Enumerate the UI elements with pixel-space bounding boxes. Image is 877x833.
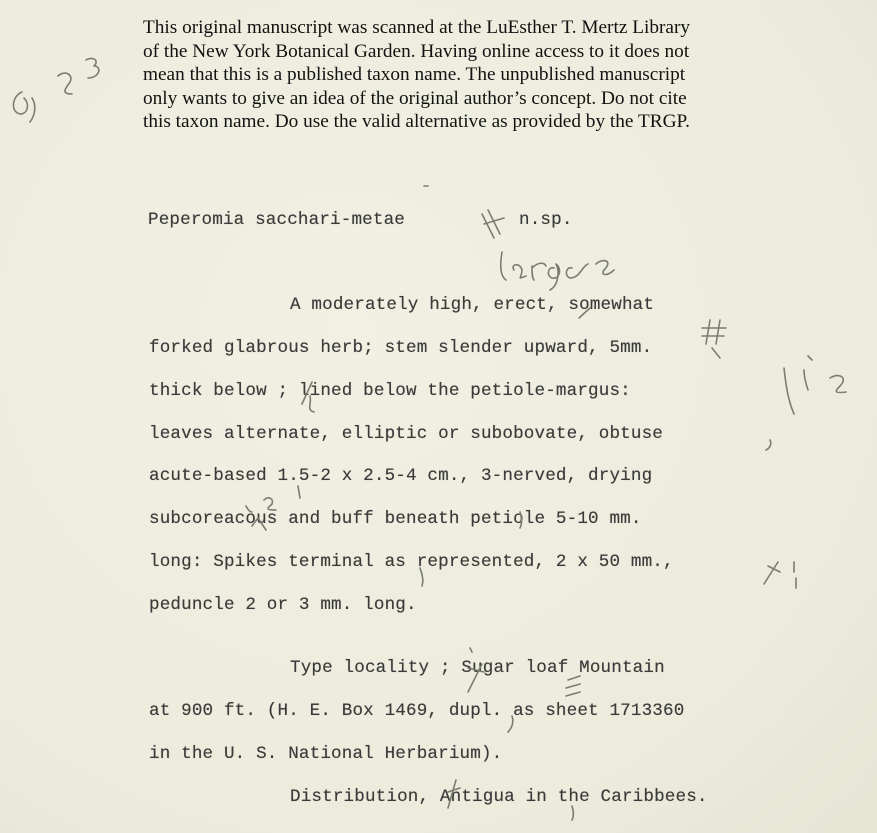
notice-line: only wants to give an idea of the original author’s concept. Do not cite (143, 87, 687, 109)
library-notice (143, 16, 783, 134)
stacked-marks (566, 676, 580, 696)
hash-mark (702, 320, 726, 358)
page-number-handwritten (13, 58, 98, 122)
description-line: subcoreacous and buff beneath petiole 5-10 mm. (149, 509, 642, 529)
notice-line: of the New York Botanical Garden. Having online access to it does not (143, 40, 690, 62)
deletion-mark (482, 210, 504, 238)
description-line: forked glabrous herb; stem slender upward, 5mm. (149, 338, 653, 358)
margin-note-lc2 (784, 356, 846, 414)
type-locality-line: at 900 ft. (H. E. Box 1469, dupl. as sheet 1713360 (149, 701, 685, 721)
type-locality-line: Type locality ; Sugar loaf Mountain (290, 658, 665, 678)
species-title: Peperomia sacchari-metae (148, 210, 405, 230)
type-locality-line: in the U. S. National Herbarium). (149, 744, 503, 764)
description-line: peduncle 2 or 3 mm. long. (149, 595, 417, 615)
species-status: n.sp. (519, 210, 573, 230)
distribution-line: Distribution, Antigua in the Caribbees. (290, 787, 708, 807)
description-line: acute-based 1.5-2 x 2.5-4 cm., 3-nerved, drying (149, 466, 653, 486)
notice-line: This original manuscript was scanned at the LuEsther T. Mertz Library (143, 17, 691, 38)
comma-mark (572, 806, 574, 820)
slash-mark (764, 562, 796, 588)
description-line: A moderately high, erect, somewhat (290, 295, 655, 315)
description-line: leaves alternate, elliptic or subobovate, obtuse (149, 424, 663, 444)
notice-line: mean that this is a published taxon name. The unpublished manuscript (143, 64, 686, 85)
description-line: thick below ; lined below the petiole-margus: (149, 381, 631, 401)
insert-word-large (501, 252, 614, 290)
comma-mark (766, 440, 771, 450)
tick-mark (298, 486, 300, 498)
description-line: long: Spikes terminal as represented, 2 x 50 mm., (149, 552, 674, 572)
notice-line: this taxon name. Do use the valid alternative as provided by the TRGP. (143, 111, 690, 132)
